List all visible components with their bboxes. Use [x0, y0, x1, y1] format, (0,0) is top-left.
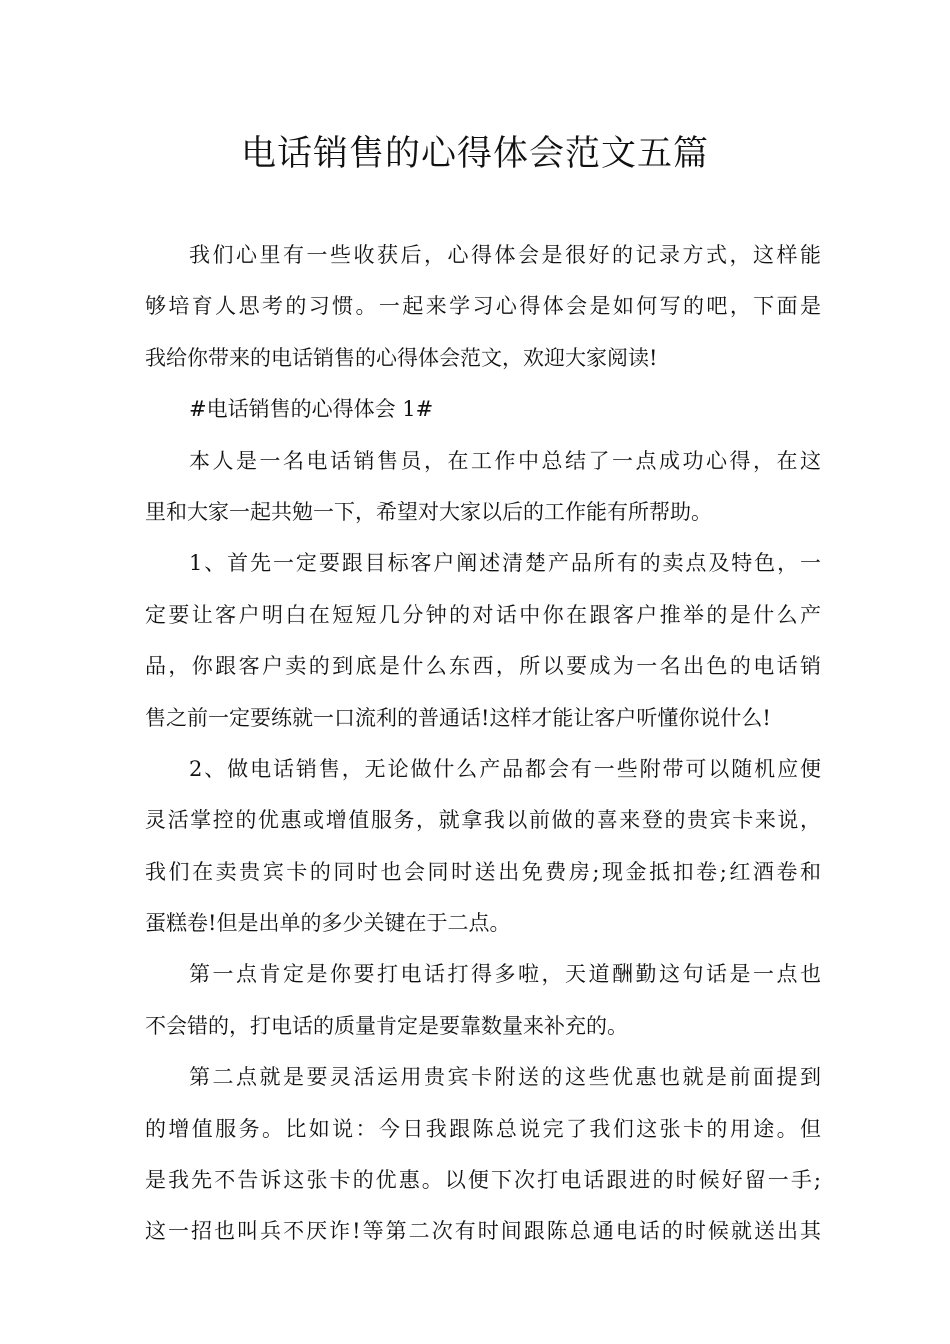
text-line: 我给你带来的电话销售的心得体会范文，欢迎大家阅读! — [145, 345, 658, 370]
text-line: 本人是一名电话销售员，在工作中总结了一点成功心得，在这 — [189, 448, 821, 473]
text-line: 品，你跟客户卖的到底是什么东西，所以要成为一名出色的电话销 — [145, 654, 821, 679]
text-line: 的增值服务。比如说：今日我跟陈总说完了我们这张卡的用途。但 — [145, 1116, 821, 1141]
text-line: 是我先不告诉这张卡的优惠。以便下次打电话跟进的时候好留一手; — [145, 1168, 821, 1193]
text-line: 定要让客户明白在短短几分钟的对话中你在跟客户推举的是什么产 — [145, 602, 821, 627]
text-line: 不会错的，打电话的质量肯定是要靠数量来补充的。 — [145, 1013, 628, 1038]
text-line: 售之前一定要练就一口流利的普通话!这样才能让客户听懂你说什么! — [145, 705, 771, 730]
text-line: 这一招也叫兵不厌诈!等第二次有时间跟陈总通电话的时候就送出其 — [145, 1219, 821, 1244]
text-line: 蛋糕卷!但是出单的多少关键在于二点。 — [145, 911, 511, 936]
text-line: 我们心里有一些收获后，心得体会是很好的记录方式，这样能 — [189, 243, 821, 267]
document-body — [145, 230, 821, 1258]
text-line: 我们在卖贵宾卡的同时也会同时送出免费房;现金抵扣卷;红酒卷和 — [145, 859, 821, 884]
text-line: 1、首先一定要跟目标客户阐述清楚产品所有的卖点及特色，一 — [189, 551, 821, 576]
text-line: #电话销售的心得体会 1# — [189, 397, 434, 422]
text-line: 里和大家一起共勉一下，希望对大家以后的工作能有所帮助。 — [145, 499, 712, 524]
text-line: 第二点就是要灵活运用贵宾卡附送的这些优惠也就是前面提到 — [189, 1065, 821, 1090]
text-line: 够培育人思考的习惯。一起来学习心得体会是如何写的吧，下面是 — [145, 294, 821, 319]
text-line: 灵活掌控的优惠或增值服务，就拿我以前做的喜来登的贵宾卡来说， — [145, 808, 821, 833]
page-title: 电话销售的心得体会范文五篇 — [240, 134, 709, 174]
text-line: 2、做电话销售，无论做什么产品都会有一些附带可以随机应便 — [189, 756, 821, 781]
text-line: 第一点肯定是你要打电话打得多啦，天道酬勤这句话是一点也 — [189, 962, 821, 987]
